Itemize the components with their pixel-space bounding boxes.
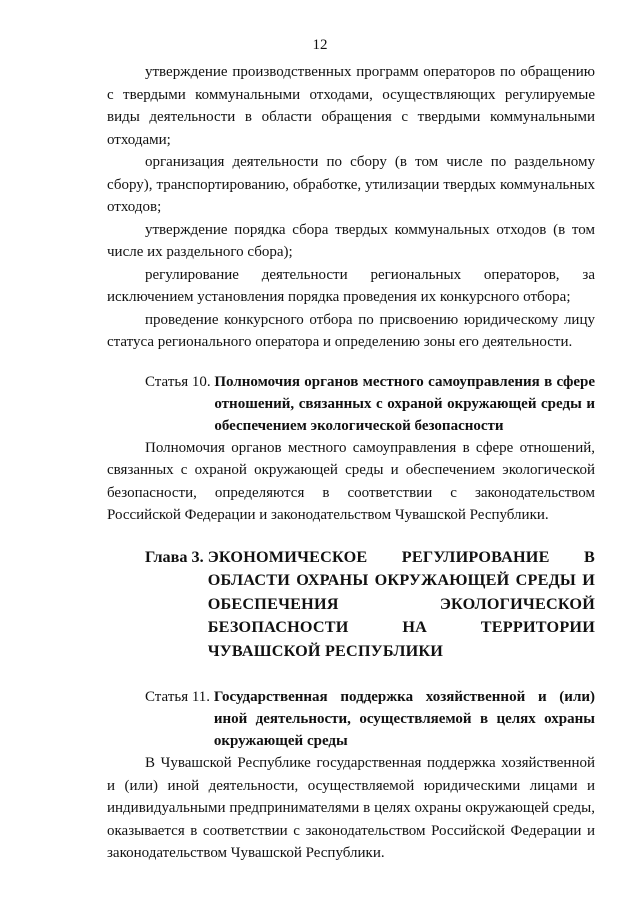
paragraph-collection-organization: организация деятельности по сбору (в том числе по раздельному сбору), транспортированию, обработке, утилизации твердых коммунальных отходов; xyxy=(107,154,595,215)
document-body xyxy=(107,61,595,865)
paragraph-competitive-selection: проведение конкурсного отбора по присвоению юридическому лицу статуса регионального оператора и определению зоны его деятельности. xyxy=(107,311,595,350)
article-10-heading xyxy=(107,371,595,437)
article-11-heading xyxy=(107,686,595,752)
article-11-title: Государственная поддержка хозяйственной и (или) иной деятельности, осуществляемой в целях охраны окружающей среды xyxy=(213,689,595,749)
paragraph-collection-procedure: утверждение порядка сбора твердых коммунальных отходов (в том числе их раздельного сбора); xyxy=(107,221,595,260)
chapter-3-title: ЭКОНОМИЧЕСКОЕ РЕГУЛИРОВАНИЕ В ОБЛАСТИ ОХРАНЫ ОКРУЖАЮЩЕЙ СРЕДЫ И ОБЕСПЕЧЕНИЯ ЭКОЛОГИЧЕСКОЙ БЕЗОПАСНОСТИ НА ТЕРРИТОРИИ ЧУВАШСКОЙ РЕСПУБЛИКИ xyxy=(207,547,595,660)
article-10-body: Полномочия органов местного самоуправления в сфере отношений, связанных с охраной окружающей среды и обеспечением экологической безопасности, определяются в соответствии с законодательством Российской Федерации и законодательством Чувашской Республики. xyxy=(107,439,595,523)
article-10-label: Статья 10. xyxy=(145,373,215,390)
page-number: 12 xyxy=(312,37,328,53)
chapter-3-label: Глава 3. xyxy=(145,547,208,566)
article-11-label: Статья 11. xyxy=(145,689,214,705)
article-11-body: В Чувашской Республике государственная поддержка хозяйственной и (или) иной деятельности, осуществляемой юридическими лицами и индивидуальными предпринимателями в целях охраны окружающей среды, оказывается в соответствии с законодательством Российской Федерации и законодательством Чувашской Республики. xyxy=(107,755,595,861)
paragraph-regional-operators: регулирование деятельности региональных операторов, за исключением установления порядка проведения их конкурсного отбора; xyxy=(107,266,595,305)
article-10-title: Полномочия органов местного самоуправления в сфере отношений, связанных с охраной окружающей среды и обеспечением экологической безопасности xyxy=(214,373,595,434)
chapter-3-heading xyxy=(107,546,595,664)
paragraph-production-programs: утверждение производственных программ операторов по обращению с твердыми коммунальными отходами, осуществляющих регулируемые виды деятельности в области обращения с твердыми коммунальными отходами; xyxy=(107,64,595,148)
